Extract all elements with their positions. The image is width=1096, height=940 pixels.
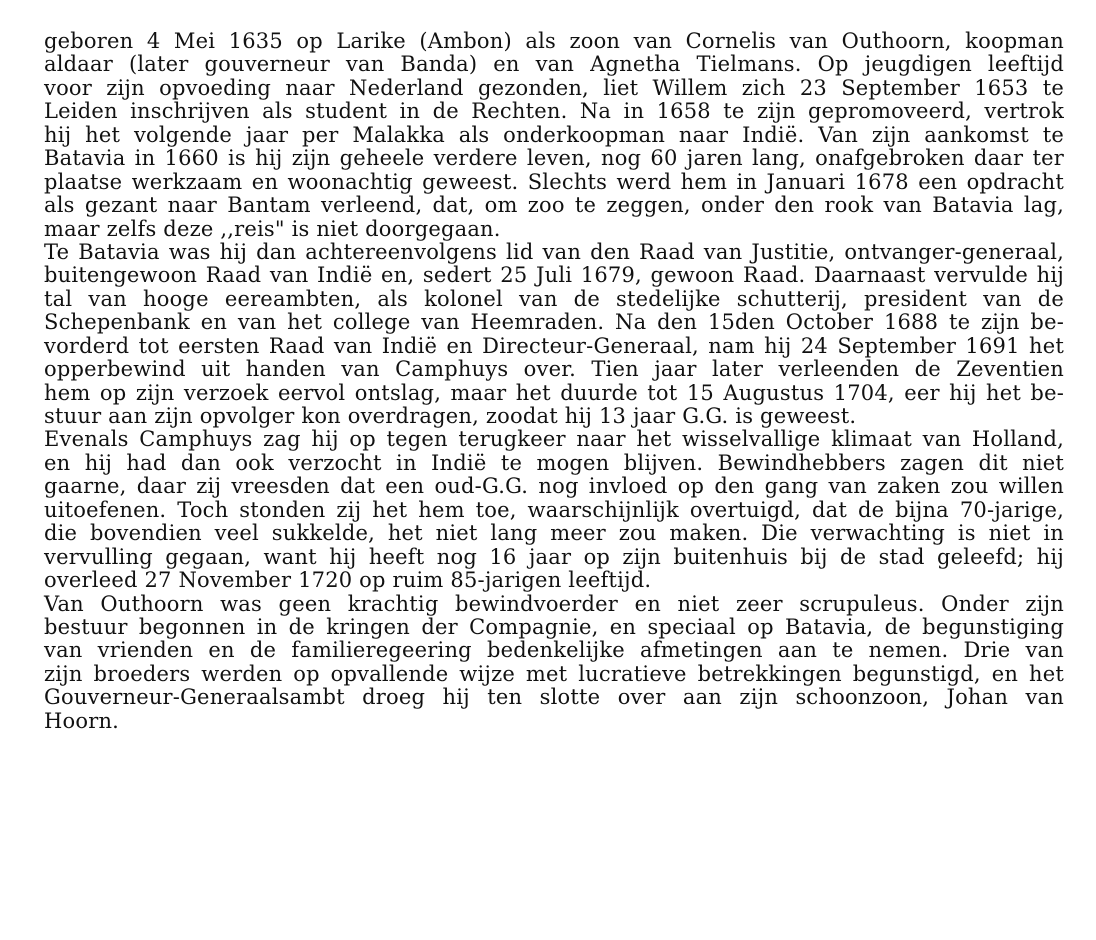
text-line: Batavia in 1660 is hij zijn geheele verdere leven, nog 60 jaren lang, onafgebroken daar ter	[44, 146, 1064, 171]
text-line: tal van hooge eereambten, als kolonel van de stedelijke schutterij, president van de	[44, 286, 1064, 311]
text-line: maar zelfs deze ,,reis" is niet doorgegaan.	[44, 216, 501, 241]
text-line: aldaar (later gouverneur van Banda) en van Agnetha Tielmans. Op jeugdigen leeftijd	[44, 52, 1064, 77]
text-line: geboren 4 Mei 1635 op Larike (Ambon) als zoon van Cornelis van Outhoorn, koopman	[44, 29, 1064, 53]
text-line: stuur aan zijn opvolger kon overdragen, zoodat hij 13 jaar G.G. is geweest.	[44, 404, 857, 428]
text-line: Te Batavia was hij dan achtereenvolgens lid van den Raad van Justitie, ontvanger-generaal,	[44, 239, 1064, 264]
text-line: hem op zijn verzoek eervol ontslag, maar het duurde tot 15 Augustus 1704, eer hij het be-	[44, 380, 1064, 405]
text-line: vorderd tot eersten Raad van Indië en Directeur-Generaal, nam hij 24 September 1691 het	[44, 333, 1064, 358]
body-text	[44, 30, 1064, 733]
text-line: als gezant naar Bantam verleend, dat, om zoo te zeggen, onder den rook van Batavia lag,	[44, 193, 1064, 218]
text-line: overleed 27 November 1720 op ruim 85-jarigen leeftijd.	[44, 568, 652, 593]
text-line: plaatse werkzaam en woonachtig geweest. Slechts werd hem in Januari 1678 een opdracht	[44, 169, 1064, 194]
text-line: en hij had dan ook verzocht in Indië te mogen blijven. Bewindhebbers zagen dit niet	[44, 450, 1064, 475]
text-line: Schepenbank en van het college van Heemraden. Na den 15den October 1688 te zijn be-	[44, 310, 1064, 335]
text-line: Evenals Camphuys zag hij op tegen terugkeer naar het wisselvallige klimaat van Holland,	[44, 427, 1064, 452]
text-line: voor zijn opvoeding naar Nederland gezonden, liet Willem zich 23 September 1653 te	[44, 75, 1064, 100]
text-line: buitengewoon Raad van Indië en, sedert 25 Juli 1679, gewoon Raad. Daarnaast vervulde hij	[44, 263, 1064, 288]
text-line: hij het volgende jaar per Malakka als onderkoopman naar Indië. Van zijn aankomst te	[44, 122, 1064, 147]
text-line: uitoefenen. Toch stonden zij het hem toe, waarschijnlijk overtuigd, dat de bijna 70-jarige,	[44, 497, 1064, 522]
text-line: Leiden inschrijven als student in de Rechten. Na in 1658 te zijn gepromoveerd, vertrok	[44, 99, 1064, 124]
text-line: gaarne, daar zij vreesden dat een oud-G.G. nog invloed op den gang van zaken zou willen	[44, 474, 1064, 499]
text-line: zijn broeders werden op opvallende wijze met lucratieve betrekkingen begunstigd, en het	[44, 661, 1064, 686]
text-line: vervulling gegaan, want hij heeft nog 16 jaar op zijn buitenhuis bij de stad geleefd; hij	[44, 544, 1064, 569]
text-line: die bovendien veel sukkelde, het niet lang meer zou maken. Die verwachting is niet in	[44, 521, 1064, 546]
text-line: Hoorn.	[44, 708, 120, 733]
text-line: Gouverneur-Generaalsambt droeg hij ten slotte over aan zijn schoonzoon, Johan van	[44, 685, 1064, 710]
text-line: van vrienden en de familieregeering bedenkelijke afmetingen aan te nemen. Drie van	[44, 638, 1064, 663]
text-line: Van Outhoorn was geen krachtig bewindvoerder en niet zeer scrupuleus. Onder zijn	[44, 591, 1064, 616]
text-line: bestuur begonnen in de kringen der Compagnie, en speciaal op Batavia, de begunstiging	[44, 614, 1064, 639]
text-line: opperbewind uit handen van Camphuys over. Tien jaar later verleenden de Zeventien	[44, 357, 1064, 382]
